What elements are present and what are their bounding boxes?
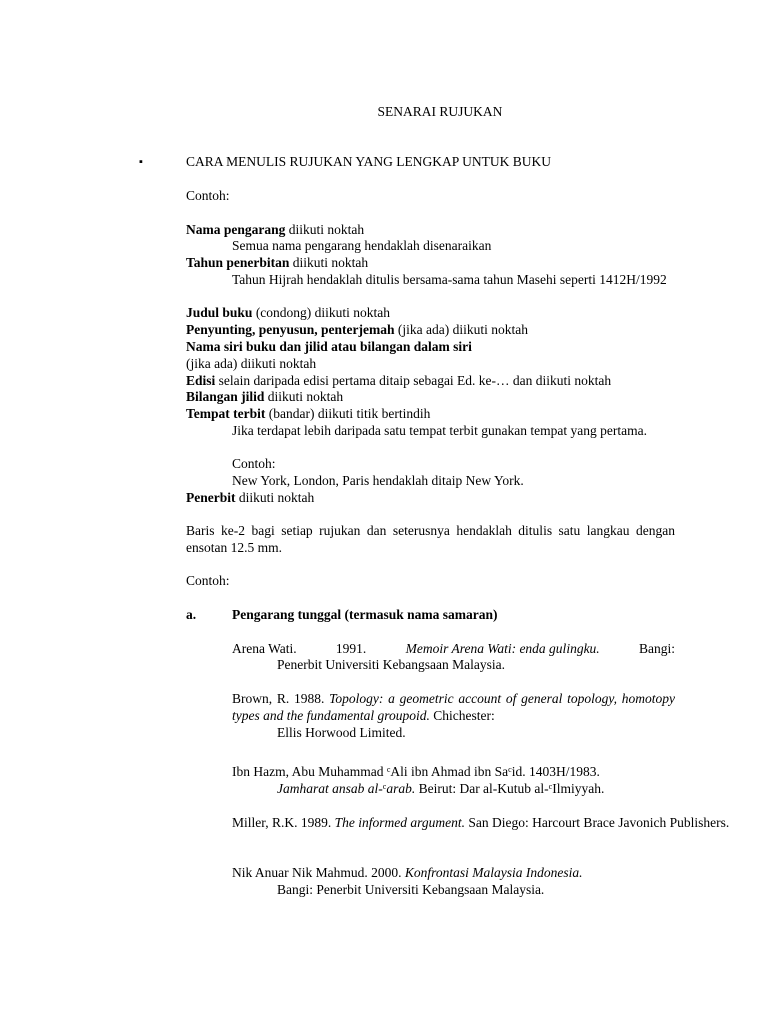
reference-1-cont: Penerbit Universiti Kebangsaan Malaysia. <box>277 657 505 672</box>
reference-4: Miller, R.K. 1989. The informed argument. San Diego: Harcourt Brace Javonich Publishers. <box>232 815 730 830</box>
reference-2: Brown, R. 1988. Topology: a geometric account of general topology, homotopy types and the fundamental groupoid. Chichester: <box>232 691 676 723</box>
field-place-note: Jika terdapat lebih daripada satu tempat terbit gunakan tempat yang pertama. <box>232 423 647 438</box>
reference-3: Ibn Hazm, Abu Muhammad $^c$Ali ibn Ahmad ibn Sa$^c$id. 1403H/1983. <box>232 764 600 779</box>
field-place: Tempat terbit (bandar) diikuti titik bertindih <box>186 406 431 421</box>
field-year: Tahun penerbitan diikuti noktah <box>186 255 369 270</box>
subsection-heading: Pengarang tunggal (termasuk nama samaran) <box>232 607 498 622</box>
field-place-example-label: Contoh: <box>232 456 276 471</box>
reference-5-cont: Bangi: Penerbit Universiti Kebangsaan Malaysia. <box>277 882 545 897</box>
field-year-note: Tahun Hijrah hendaklah ditulis bersama-sama tahun Masehi seperti 1412H/1992 <box>232 272 667 287</box>
section-heading: CARA MENULIS RUJUKAN YANG LENGKAP UNTUK BUKU <box>186 154 552 169</box>
reference-3-cont: Jamharat ansab al-$^c$arab. Beirut: Dar al-Kutub al-$^c$Ilmiyyah. <box>277 781 605 796</box>
reference-5: Nik Anuar Nik Mahmud. 2000. Konfrontasi Malaysia Indonesia. <box>232 865 583 880</box>
reference-2-cont: Ellis Horwood Limited. <box>277 725 406 740</box>
field-edition: Edisi selain daripada edisi pertama ditaip sebagai Ed. ke-… dan diikuti noktah <box>186 373 612 388</box>
page-title: SENARAI RUJUKAN <box>377 104 503 119</box>
subsection-letter: a. <box>186 607 197 622</box>
field-author-note: Semua nama pengarang hendaklah disenaraikan <box>232 238 492 253</box>
reference-1: Arena Wati. 1991. Memoir Arena Wati: enda gulingku. Bangi: <box>232 641 675 656</box>
field-place-example: New York, London, Paris hendaklah ditaip New York. <box>232 473 524 488</box>
field-title: Judul buku (condong) diikuti noktah <box>186 305 391 320</box>
contoh-label: Contoh: <box>186 188 230 203</box>
field-editor: Penyunting, penyusun, penterjemah (jika ada) diikuti noktah <box>186 322 529 337</box>
field-author: Nama pengarang diikuti noktah <box>186 222 365 237</box>
field-series-rest: (jika ada) diikuti noktah <box>186 356 317 371</box>
contoh-label-2: Contoh: <box>186 573 230 588</box>
field-volumes: Bilangan jilid diikuti noktah <box>186 389 344 404</box>
field-series: Nama siri buku dan jilid atau bilangan dalam siri <box>186 339 472 354</box>
indent-note: Baris ke-2 bagi setiap rujukan dan seterusnya hendaklah ditulis satu langkau dengan ensotan 12.5 mm. <box>186 523 675 555</box>
field-publisher: Penerbit diikuti noktah <box>186 490 315 505</box>
bullet-icon: ▪ <box>139 156 143 168</box>
